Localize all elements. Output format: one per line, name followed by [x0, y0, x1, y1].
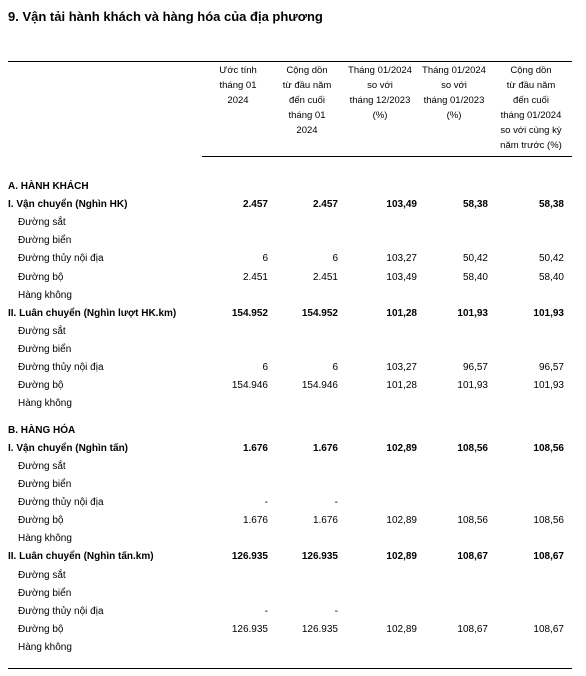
row-label: Đường bộ [18, 623, 64, 635]
column-header-line: tháng 12/2023 [349, 95, 411, 106]
cell-value: 101,93 [457, 307, 488, 319]
row-label: Đường thủy nội địa [18, 605, 104, 617]
table-row [0, 341, 586, 359]
cell-value: 154.946 [301, 380, 338, 392]
column-header-line: năm trước (%) [500, 140, 562, 151]
cell-value: 126.935 [231, 551, 268, 563]
cell-value: 1.676 [312, 442, 338, 454]
table-row [0, 214, 586, 232]
column-header-line: (%) [372, 110, 388, 121]
row-label: Đường thủy nội địa [18, 497, 104, 509]
table-row [0, 250, 586, 268]
column-header [204, 63, 272, 108]
cell-value: 154.952 [231, 307, 268, 319]
row-label: I. Vận chuyển (Nghìn tấn) [8, 442, 129, 454]
column-header-line: so với [367, 80, 393, 91]
row-label: Đường bộ [18, 515, 64, 527]
cell-value: 58,40 [538, 271, 564, 283]
cell-value: 58,38 [462, 199, 488, 211]
table-top-rule [8, 61, 572, 62]
table-row [0, 377, 586, 395]
column-header-line: so với [441, 80, 467, 91]
cell-value: 1.676 [242, 442, 268, 454]
column-header-line: tháng 01/2023 [423, 95, 485, 106]
cell-value: 108,56 [457, 515, 488, 527]
row-label: Đường biển [18, 344, 72, 356]
cell-value: 58,40 [462, 271, 488, 283]
row-label: Đường bộ [18, 380, 64, 392]
row-label: Hàng không [18, 289, 72, 301]
row-label: Đường sắt [18, 217, 66, 229]
cell-value: 50,42 [538, 253, 564, 265]
table-row [0, 548, 586, 566]
cell-value: 102,89 [386, 515, 417, 527]
table-row [0, 359, 586, 377]
row-label: Đường thủy nội địa [18, 253, 104, 265]
cell-value: - [334, 605, 338, 617]
row-label: Đường bộ [18, 271, 64, 283]
row-label: II. Luân chuyển (Nghìn lượt HK.km) [8, 307, 177, 319]
table-row [0, 512, 586, 530]
table-row [0, 305, 586, 323]
cell-value: 2.451 [312, 271, 338, 283]
column-header-line: Cộng dồn [510, 65, 552, 76]
cell-value: 103,49 [386, 199, 417, 211]
row-label: B. HÀNG HÓA [8, 424, 76, 436]
cell-value: 103,27 [386, 253, 417, 265]
cell-value: 1.676 [312, 515, 338, 527]
row-label: I. Vận chuyển (Nghìn HK) [8, 199, 128, 211]
cell-value: 126.935 [301, 551, 338, 563]
table-row [0, 567, 586, 585]
cell-value: 108,67 [533, 623, 564, 635]
row-label: Đường biển [18, 587, 72, 599]
cell-value: 101,28 [386, 380, 417, 392]
cell-value: 101,93 [457, 380, 488, 392]
cell-value: 126.935 [301, 623, 338, 635]
table-row [0, 287, 586, 305]
row-label: Hàng không [18, 642, 72, 653]
cell-value: 101,28 [386, 307, 417, 319]
cell-value: 58,38 [538, 199, 564, 211]
table-row [0, 639, 586, 657]
cell-value: 96,57 [462, 362, 488, 374]
cell-value: - [264, 605, 268, 617]
column-header-line: Cộng dồn [286, 65, 328, 76]
row-label: Đường sắt [18, 325, 66, 337]
cell-value: 101,93 [533, 307, 564, 319]
cell-value: 102,89 [386, 442, 417, 454]
cell-value: - [264, 497, 268, 509]
cell-value: 2.451 [242, 271, 268, 283]
cell-value: 126.935 [231, 623, 268, 635]
table-row [0, 603, 586, 621]
cell-value: 101,93 [533, 380, 564, 392]
table-row [0, 422, 586, 440]
page-title: 9. Vận tải hành khách và hàng hóa của địa phương [8, 9, 323, 24]
cell-value: 103,49 [386, 271, 417, 283]
cell-value: 108,56 [533, 515, 564, 527]
row-label: Hàng không [18, 533, 72, 545]
column-header-line: 2024 [296, 125, 318, 136]
row-label: II. Luân chuyển (Nghìn tấn.km) [8, 551, 154, 563]
table-row [0, 458, 586, 476]
cell-value: 6 [262, 253, 268, 265]
column-header-line: Tháng 01/2024 [348, 65, 412, 76]
column-header-line: đến cuối [513, 95, 549, 106]
row-label: Đường sắt [18, 569, 66, 581]
column-header-line: so với cùng kỳ [500, 125, 562, 136]
cell-value: 102,89 [386, 551, 417, 563]
header-underline [202, 156, 572, 157]
column-header-line: từ đầu năm [506, 80, 556, 91]
column-header [342, 63, 418, 123]
column-header-line: tháng 01 [288, 110, 326, 121]
table-row [0, 196, 586, 214]
cell-value: - [334, 497, 338, 509]
table-row [0, 323, 586, 341]
column-header [272, 63, 342, 138]
column-header-line: Tháng 01/2024 [422, 65, 486, 76]
column-header-line: tháng 01 [219, 80, 257, 91]
table-row [0, 530, 586, 548]
cell-value: 1.676 [242, 515, 268, 527]
cell-value: 154.946 [231, 380, 268, 392]
column-header-line: tháng 01/2024 [500, 110, 562, 121]
table-row [0, 585, 586, 603]
table-bottom-rule [8, 668, 572, 669]
cell-value: 103,27 [386, 362, 417, 374]
table-row [0, 476, 586, 494]
row-label: Đường sắt [18, 460, 66, 472]
row-label: Đường biển [18, 235, 72, 247]
cell-value: 154.952 [301, 307, 338, 319]
cell-value: 108,56 [457, 442, 488, 454]
cell-value: 102,89 [386, 623, 417, 635]
cell-value: 108,67 [457, 623, 488, 635]
column-header [490, 63, 572, 153]
row-label: A. HÀNH KHÁCH [8, 181, 89, 192]
cell-value: 6 [332, 362, 338, 374]
cell-value: 6 [332, 253, 338, 265]
table-row [0, 232, 586, 250]
cell-value: 108,67 [533, 551, 564, 563]
table-row [0, 494, 586, 512]
table-row [0, 269, 586, 287]
column-header [418, 63, 490, 123]
table-row [0, 621, 586, 639]
row-label: Đường biển [18, 478, 72, 490]
table-row [0, 440, 586, 458]
cell-value: 108,56 [533, 442, 564, 454]
column-header-line: Ước tính [219, 65, 257, 76]
cell-value: 50,42 [462, 253, 488, 265]
column-header-line: (%) [446, 110, 462, 121]
row-label: Hàng không [18, 398, 72, 410]
table-row [0, 178, 586, 196]
row-label: Đường thủy nội địa [18, 362, 104, 374]
cell-value: 108,67 [457, 551, 488, 563]
column-header-line: 2024 [227, 95, 249, 106]
cell-value: 96,57 [538, 362, 564, 374]
column-header-line: đến cuối [289, 95, 325, 106]
cell-value: 2.457 [312, 199, 338, 211]
column-header-line: từ đầu năm [282, 80, 332, 91]
table-row [0, 395, 586, 413]
cell-value: 2.457 [242, 199, 268, 211]
cell-value: 6 [262, 362, 268, 374]
